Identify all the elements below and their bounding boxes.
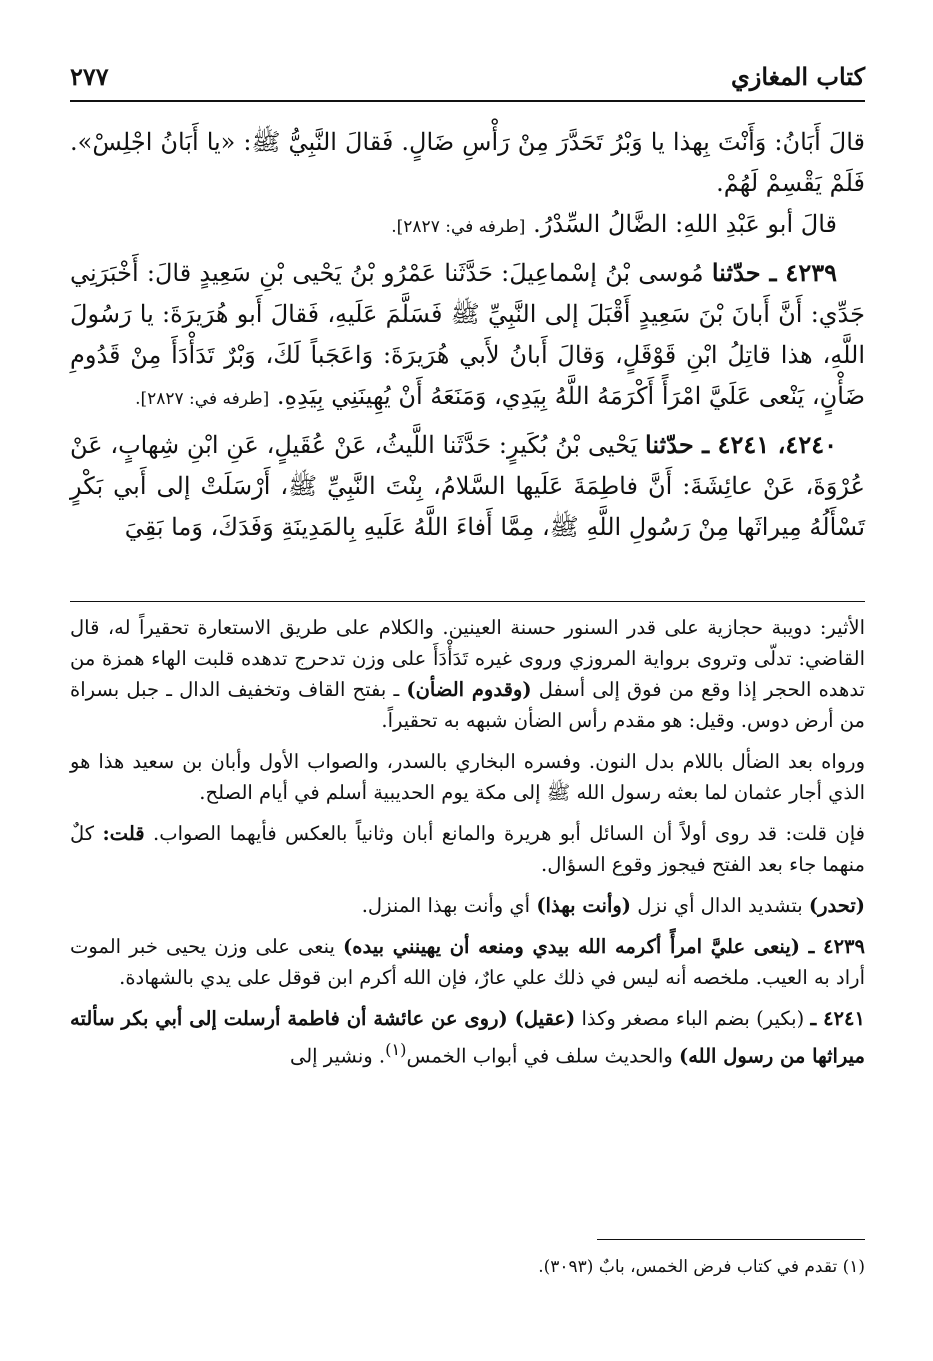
commentary-lemma: (تحدر) [808,894,865,917]
commentary-text: والحديث سلف في أبواب الخمس [406,1044,673,1068]
cross-reference: [طرفه في: ٢٨٢٧]. [391,217,526,237]
commentary-paragraph [70,1003,865,1072]
commentary-text: ـ بفتح القاف وتخفيف الدال ـ جبل بسراة من أرض دوس. وقيل: هو مقدم رأس الضأن شبهه به تحقيراً. [70,678,865,732]
commentary-text: بتشديد الدال أي نزل [637,894,803,917]
commentary-paragraph [70,746,865,808]
footnote-divider [597,1239,865,1240]
commentary-text: أي وأنت بهذا المنزل. [361,894,531,917]
commentary-lemma: ٤٢٤١ ـ [810,1007,865,1030]
commentary-paragraph [70,612,865,736]
section-divider [70,601,865,602]
commentary-paragraph [70,931,865,993]
commentary-lemma: ٤٢٣٩ ـ (ينعى عليَّ امرأً أكرمه الله بيدي ومنعه أن يهينني بيده) [343,935,865,958]
hadith-body: يَحْيى بْنُ بُكَيرٍ: حَدَّثَنا اللَّيثُ، عَنْ عُقَيلٍ، عَنِ ابْنِ شِهابٍ، عَنْ عُرْوَةَ، عَنْ عائِشَةَ: أَنَّ فاطِمَةَ عَلَيها السَّلامُ، بِنْتَ النَّبِيِّ ﷺ، أَرْسَلَتْ إلى أَبي بَكْرٍ تَسْأَلُهُ مِيراثَها مِنْ رَسُولِ اللَّهِ ﷺ، مِمَّا أَفاءَ اللَّهُ عَلَيهِ بِالمَدِينَةِ وَفَدَكَ، وَما بَقِيَ [70,431,865,541]
hadith-body: مُوسى بْنُ إسْماعِيلَ: حَدَّثَنا عَمْرُو بْنُ يَحْيى بْنِ سَعِيدٍ قالَ: أَخْبَرَنِي جَدِّي: أَنَّ أَبانَ بْنَ سَعِيدٍ أَقْبَلَ إلى النَّبِيِّ ﷺ فَسَلَّمَ عَلَيهِ، فَقالَ أَبو هُرَيرَةَ: يا رَسُولَ اللَّهِ، هذا قاتِلُ ابْنِ قَوْقَلٍ، وَقالَ أَبانُ لأَبي هُرَيرَةَ: وَاعَجَباً لَكَ، وَبْرٌ تَدَأْدَأَ مِنْ قَدُومِ ضَأْنٍ، يَنْعى عَلَيَّ امْرَأً أَكْرَمَهُ اللَّهُ بِيَدِي، وَمَنَعَهُ أَنْ يُهِينَنِي بِيَدِهِ. [70,259,865,410]
bukhari-note [70,204,865,248]
book-title: كتاب المغازي [730,62,865,91]
hadith-continuation: قالَ أَبَانُ: وَأَنْتَ بِهذا يا وَبْرُ تَحَدَّرَ مِنْ رَأْسِ ضَالٍ. فَقالَ النَّبِيُّ ﷺ: «يا أَبَانُ اجْلِسْ». فَلَمْ يَقْسِمْ لَهُمْ. [70,128,865,197]
bukhari-note-text: قالَ أبو عَبْدِ اللهِ: الضَّالُ السِّدْرُ. [533,210,837,238]
commentary-paragraph [70,818,865,880]
hadith-4240-4241 [70,424,865,548]
cross-reference: [طرفه في: ٢٨٢٧]. [135,389,270,409]
page-header [70,60,865,102]
hadith-number: ٤٢٤٠، ٤٢٤١ ـ حدّثنا [645,430,837,459]
commentary-text: الأثير: دويبة حجازية على قدر السنور حسنة العينين. والكلام على طريق الاستعارة تحقيراً له، قال القاضي: تدلّى وتروى برواية المروزي وروى غيره تَدَأْدَأَ على وزن تدحرج تدهده قلبت الهاء همزة من تدهده الحجر إذا وقع من فوق إلى أسفل [70,616,865,701]
commentary-paragraph [70,890,865,921]
footnote-text: (١) تقدم في كتاب فرض الخمس، بابٌ (٣٠٩٣). [538,1257,865,1277]
hadith-number: ٤٢٣٩ ـ حدّثنا [711,258,837,287]
commentary-text: . ونشير إلى [289,1044,386,1068]
commentary-text: ورواه بعد الضأل باللام بدل النون. وفسره البخاري بالسدر، والصواب الأول وأبان بن سعيد هذا هو الذي أجار عثمان لما بعثه رسول الله ﷺ إلى مكة يوم الحديبية أسلم في أيام الصلح. [70,750,865,804]
commentary-text: كلٌ منهما جاء بعد الفتح فيجوز وقوع السؤال. [70,822,865,876]
commentary-lemma: قلت: [102,822,145,845]
commentary-lemma: (وأنت بهذا) [536,894,632,917]
footnote-marker[interactable]: (١) [385,1040,407,1059]
hadith-4239 [70,252,865,420]
commentary-lemma: (عقيل) (روى عن عائشة أن فاطمة أرسلت إلى أبي بكر سألته ميراثها من رسول الله) [70,1007,865,1068]
footnote [70,1254,865,1280]
page-number: ٢٧٧ [70,62,109,91]
commentary-lemma: (وقدوم الضأن) [406,678,532,701]
commentary-text: (بكير) بضم الباء مصغر وكذا [581,1007,805,1030]
commentary-text: ينعى على وزن يحيى خبر الموت أراد به العيب. ملخصه أنه ليس في ذلك علي عارٌ، فإن الله أكرم ابن قوقل على يدي بالشهادة. [70,935,865,989]
hadith-text [70,122,865,548]
commentary [70,612,865,1082]
commentary-text: فإن قلت: قد روى أولاً أن السائل أبو هريرة والمانع أبان وثانياً بالعكس فأيهما الصواب. [153,822,865,845]
